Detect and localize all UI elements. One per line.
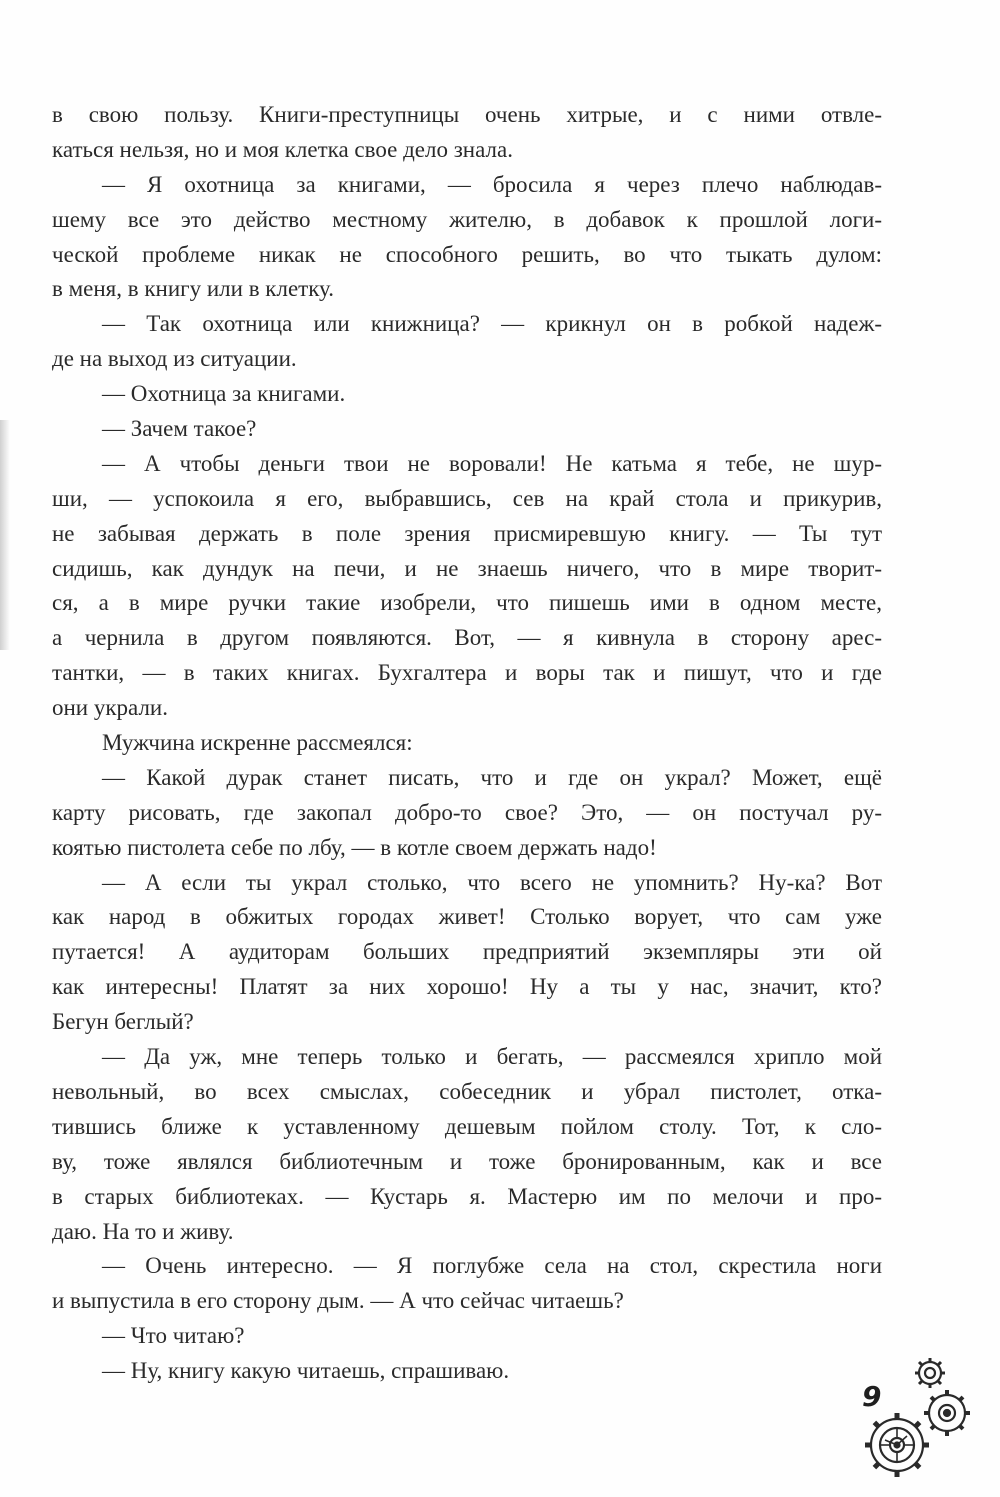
text-line: — А если ты украл столько, что всего не упомнить? Ну-ка? Вот [102,869,882,895]
text-line: — Какой дурак станет писать, что и где он украл? Может, ещё [102,764,882,790]
text-line: Мужчина искренне рассмеялся: [102,730,413,756]
text-line: в меня, в книгу или в клетку. [52,276,335,302]
text-line: ся, а в мире ручки такие изобрели, что пишешь ими в одном месте, [52,590,882,616]
text-line: не забывая держать в поле зрения присмиревшую книгу. — Ты тут [52,520,882,546]
text-line: — Охотница за книгами. [102,381,346,407]
page-number: 9 [862,1380,882,1413]
text-line: как народ в обжитых городах живет! Столько ворует, что сам уже [52,904,882,930]
text-line: ческой проблеме никак не способного решить, во что тыкать дулом: [52,241,882,267]
text-line: де на выход из ситуации. [52,346,297,372]
text-line: даю. На то и живу. [52,1218,234,1244]
text-line: путается! А аудиторам больших предприятий экземпляры эти ой [52,939,882,965]
text-line: — Я охотница за книгами, — бросила я через плечо наблюдав- [102,171,882,197]
text-line: Бегун беглый? [52,1009,194,1035]
text-line: коятью пистолета себе по лбу, — в котле своем держать надо! [52,834,657,860]
text-line: как интересны! Платят за них хорошо! Ну а ты у нас, значит, кто? [52,974,882,1000]
text-line: — Да уж, мне теперь только и бегать, — рассмеялся хрипло мой [102,1044,882,1070]
body-text [52,98,882,1389]
text-line: невольный, во всех смыслах, собеседник и убрал пистолет, отка- [52,1078,882,1104]
text-line: карту рисовать, где закопал добро-то свое? Это, — он постучал ру- [52,799,882,825]
text-line: каться нельзя, но и моя клетка свое дело знала. [52,136,513,162]
text-line: — Зачем такое? [102,416,257,442]
text-line: — Так охотница или книжница? — крикнул он в робкой надеж- [102,311,882,337]
text-line: — А чтобы деньги твои не воровали! Не катьма я тебе, не шур- [102,450,882,476]
text-line: они украли. [52,695,168,721]
gears-icon [855,1355,995,1485]
text-line: — Ну, книгу какую читаешь, спрашиваю. [102,1358,510,1384]
binding-shadow [0,420,10,650]
text-line: и выпустила в его сторону дым. — А что сейчас читаешь? [52,1288,624,1314]
text-line: в свою пользу. Книги-преступницы очень хитрые, и с ними отвле- [52,102,882,127]
text-line: ву, тоже являлся библиотечным и тоже бронированным, как и все [52,1148,882,1174]
text-line: а чернила в другом появляются. Вот, — я кивнула в сторону арес- [52,625,882,651]
text-line: шему все это действо местному жителю, в добавок к прошлой логи- [52,206,882,232]
text-line: сидишь, как дундук на печи, и не знаешь ничего, что в мире творит- [52,555,882,581]
text-line: ши, — успокоила я его, выбравшись, сев на край стола и прикурив, [52,485,882,511]
text-line: тившись ближе к уставленному дешевым пойлом столу. Тот, к сло- [52,1113,882,1139]
text-line: в старых библиотеках. — Кустарь я. Мастерю им по мелочи и про- [52,1183,882,1209]
text-line: — Что читаю? [102,1323,245,1349]
text-line: — Очень интересно. — Я поглубже села на стол, скрестила ноги [102,1253,882,1279]
text-line: тантки, — в таких книгах. Бухгалтера и воры так и пишут, что и где [52,660,882,686]
